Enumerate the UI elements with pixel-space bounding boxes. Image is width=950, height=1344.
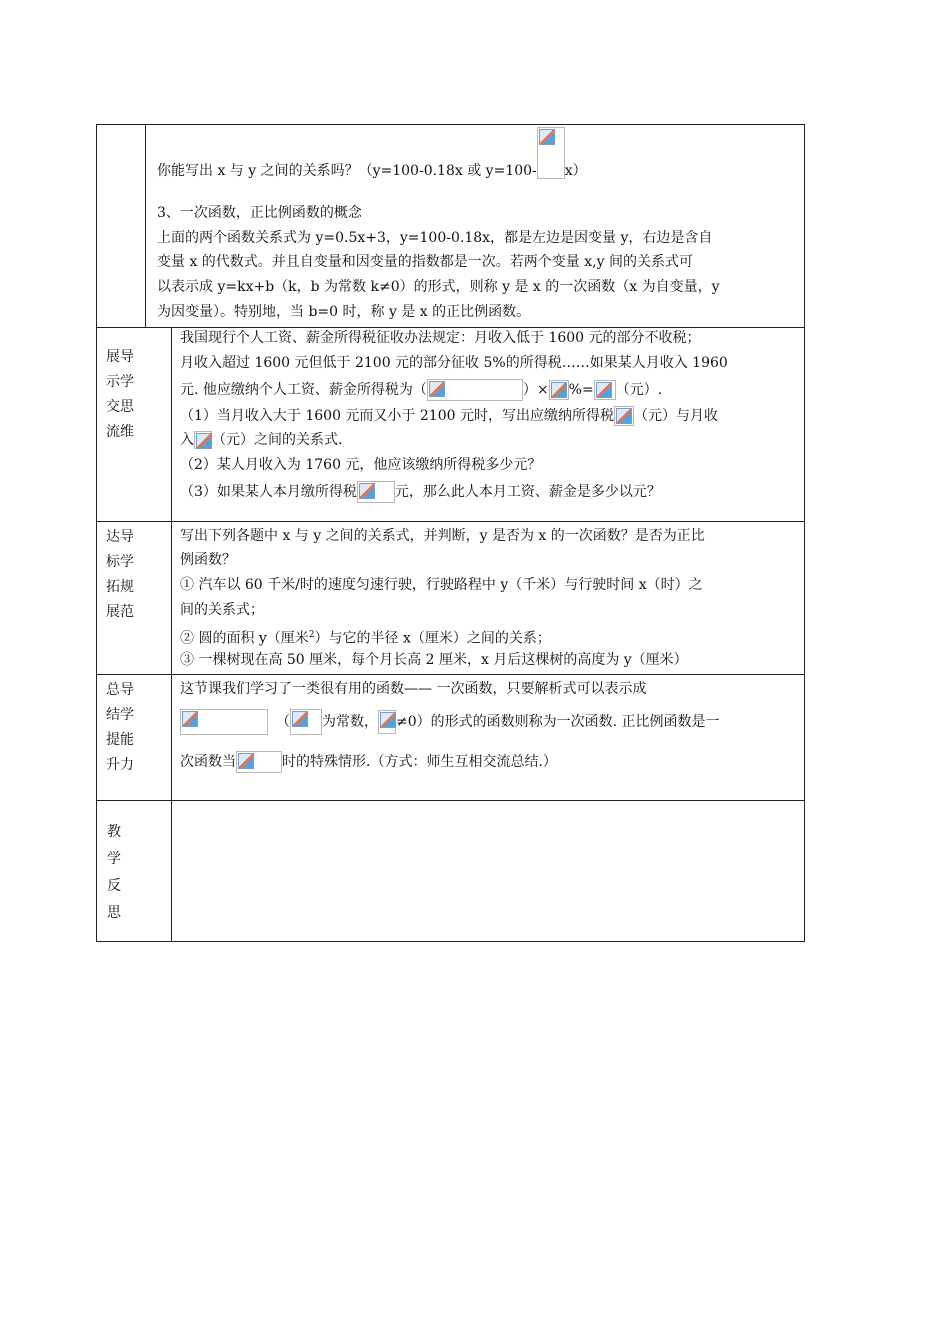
label-cell [97,522,172,674]
row-label: 教 学 反 思 [107,824,121,921]
text-line: （ 为常数， ≠0）的形式的函数则称为一次函数. 正比例函数是一 [180,709,720,735]
row-label: 总导 结学 提能 升力 [106,682,134,773]
content-cell [180,522,796,674]
text-line: ② 圆的面积 y（厘米$^2$）与它的半径 x（厘米）之间的关系； [180,630,551,647]
broken-image-icon [596,382,612,398]
table-row [97,522,804,675]
broken-image-icon [196,433,212,449]
text-line: ① 汽车以 60 千米/时的速度匀速行驶，行驶路程中 y（千米）与行驶时间 x（时）之 [180,577,703,593]
label-cell [97,801,172,941]
empty-content-cell [180,801,796,941]
image-placeholder [236,751,282,773]
broken-image-icon [182,711,198,727]
content-cell [180,675,796,800]
empty-label-cell [97,125,146,327]
image-placeholder [537,127,565,179]
text-line: 月收入超过 1600 元但低于 2100 元的部分征收 5%的所得税……如果某人月收入 1960 [180,355,728,371]
table-row [97,125,804,328]
image-placeholder [290,709,322,735]
broken-image-icon [551,382,567,398]
image-placeholder [427,379,523,401]
section-heading: 3、一次函数，正比例函数的概念 [157,205,362,221]
image-placeholder [594,380,616,400]
text-line [157,161,587,181]
text-line: 次函数当 时的特殊情形.（方式：师生互相交流总结.） [180,751,557,773]
label-cell [97,675,172,800]
text-line: 写出下列各题中 x 与 y 之间的关系式，并判断，y 是否为 x 的一次函数？是否为正比 [180,528,705,544]
image-placeholder [357,481,395,503]
text-line: 我国现行个人工资、薪金所得税征收办法规定：月收入低于 1600 元的部分不收税； [180,330,701,346]
row-label: 展导 示学 交思 流维 [106,349,134,440]
lesson-table [96,124,805,942]
text-line: ③ 一棵树现在高 50 厘米，每个月长高 2 厘米，x 月后这棵树的高度为 y（厘米） [180,652,688,668]
image-placeholder [180,709,268,735]
content-cell [157,125,796,327]
content-cell [180,328,796,521]
table-row [97,801,804,941]
text: 你能写出 x 与 y 之间的关系吗？（y=100-0.18x 或 y=100- [157,163,537,179]
image-placeholder [614,406,634,426]
broken-image-icon [238,753,254,769]
text-line: （1）当月收入大于 1600 元而又小于 2100 元时，写出应缴纳所得税 （元）与月收 [180,408,718,424]
text-line: 间的关系式； [180,602,264,618]
text-line: 元. 他应缴纳个人工资、薪金所得税为（ ）× %= （元）. [180,379,662,401]
broken-image-icon [429,381,445,397]
table-row [97,675,804,801]
broken-image-icon [380,712,396,728]
broken-image-icon [616,408,632,424]
broken-image-icon [359,483,375,499]
text-line: 例函数？ [180,552,236,568]
image-placeholder [549,380,569,400]
table-row [97,328,804,522]
broken-image-icon [292,711,308,727]
broken-image-icon [539,129,555,145]
row-label: 达导 标学 拓规 展范 [106,529,134,620]
text-line: （2）某人月收入为 1760 元，他应该缴纳所得税多少元？ [180,457,542,473]
text-line: 上面的两个函数关系式为 y=0.5x+3，y=100-0.18x，都是左边是因变量 y，右边是含自 [157,230,713,246]
text-line: 为因变量）。特别地，当 b=0 时，称 y 是 x 的正比例函数。 [157,304,531,320]
image-placeholder [194,431,212,449]
text: x） [564,163,587,179]
image-placeholder [378,710,396,734]
label-cell [97,328,172,521]
text-line: 以表示成 y=kx+b（k，b 为常数 k≠0）的形式，则称 y 是 x 的一次函数（x 为自变量，y [157,279,720,295]
text-line: （3）如果某人本月缴所得税 元，那么此人本月工资、薪金是多少以元？ [180,481,661,503]
text-line: 这节课我们学习了一类很有用的函数—— 一次函数，只要解析式可以表示成 [180,681,647,697]
text-line: 变量 x 的代数式。并且自变量和因变量的指数都是一次。若两个变量 x,y 间的关系式可 [157,254,693,270]
text-line: 入 （元）之间的关系式. [180,432,343,448]
